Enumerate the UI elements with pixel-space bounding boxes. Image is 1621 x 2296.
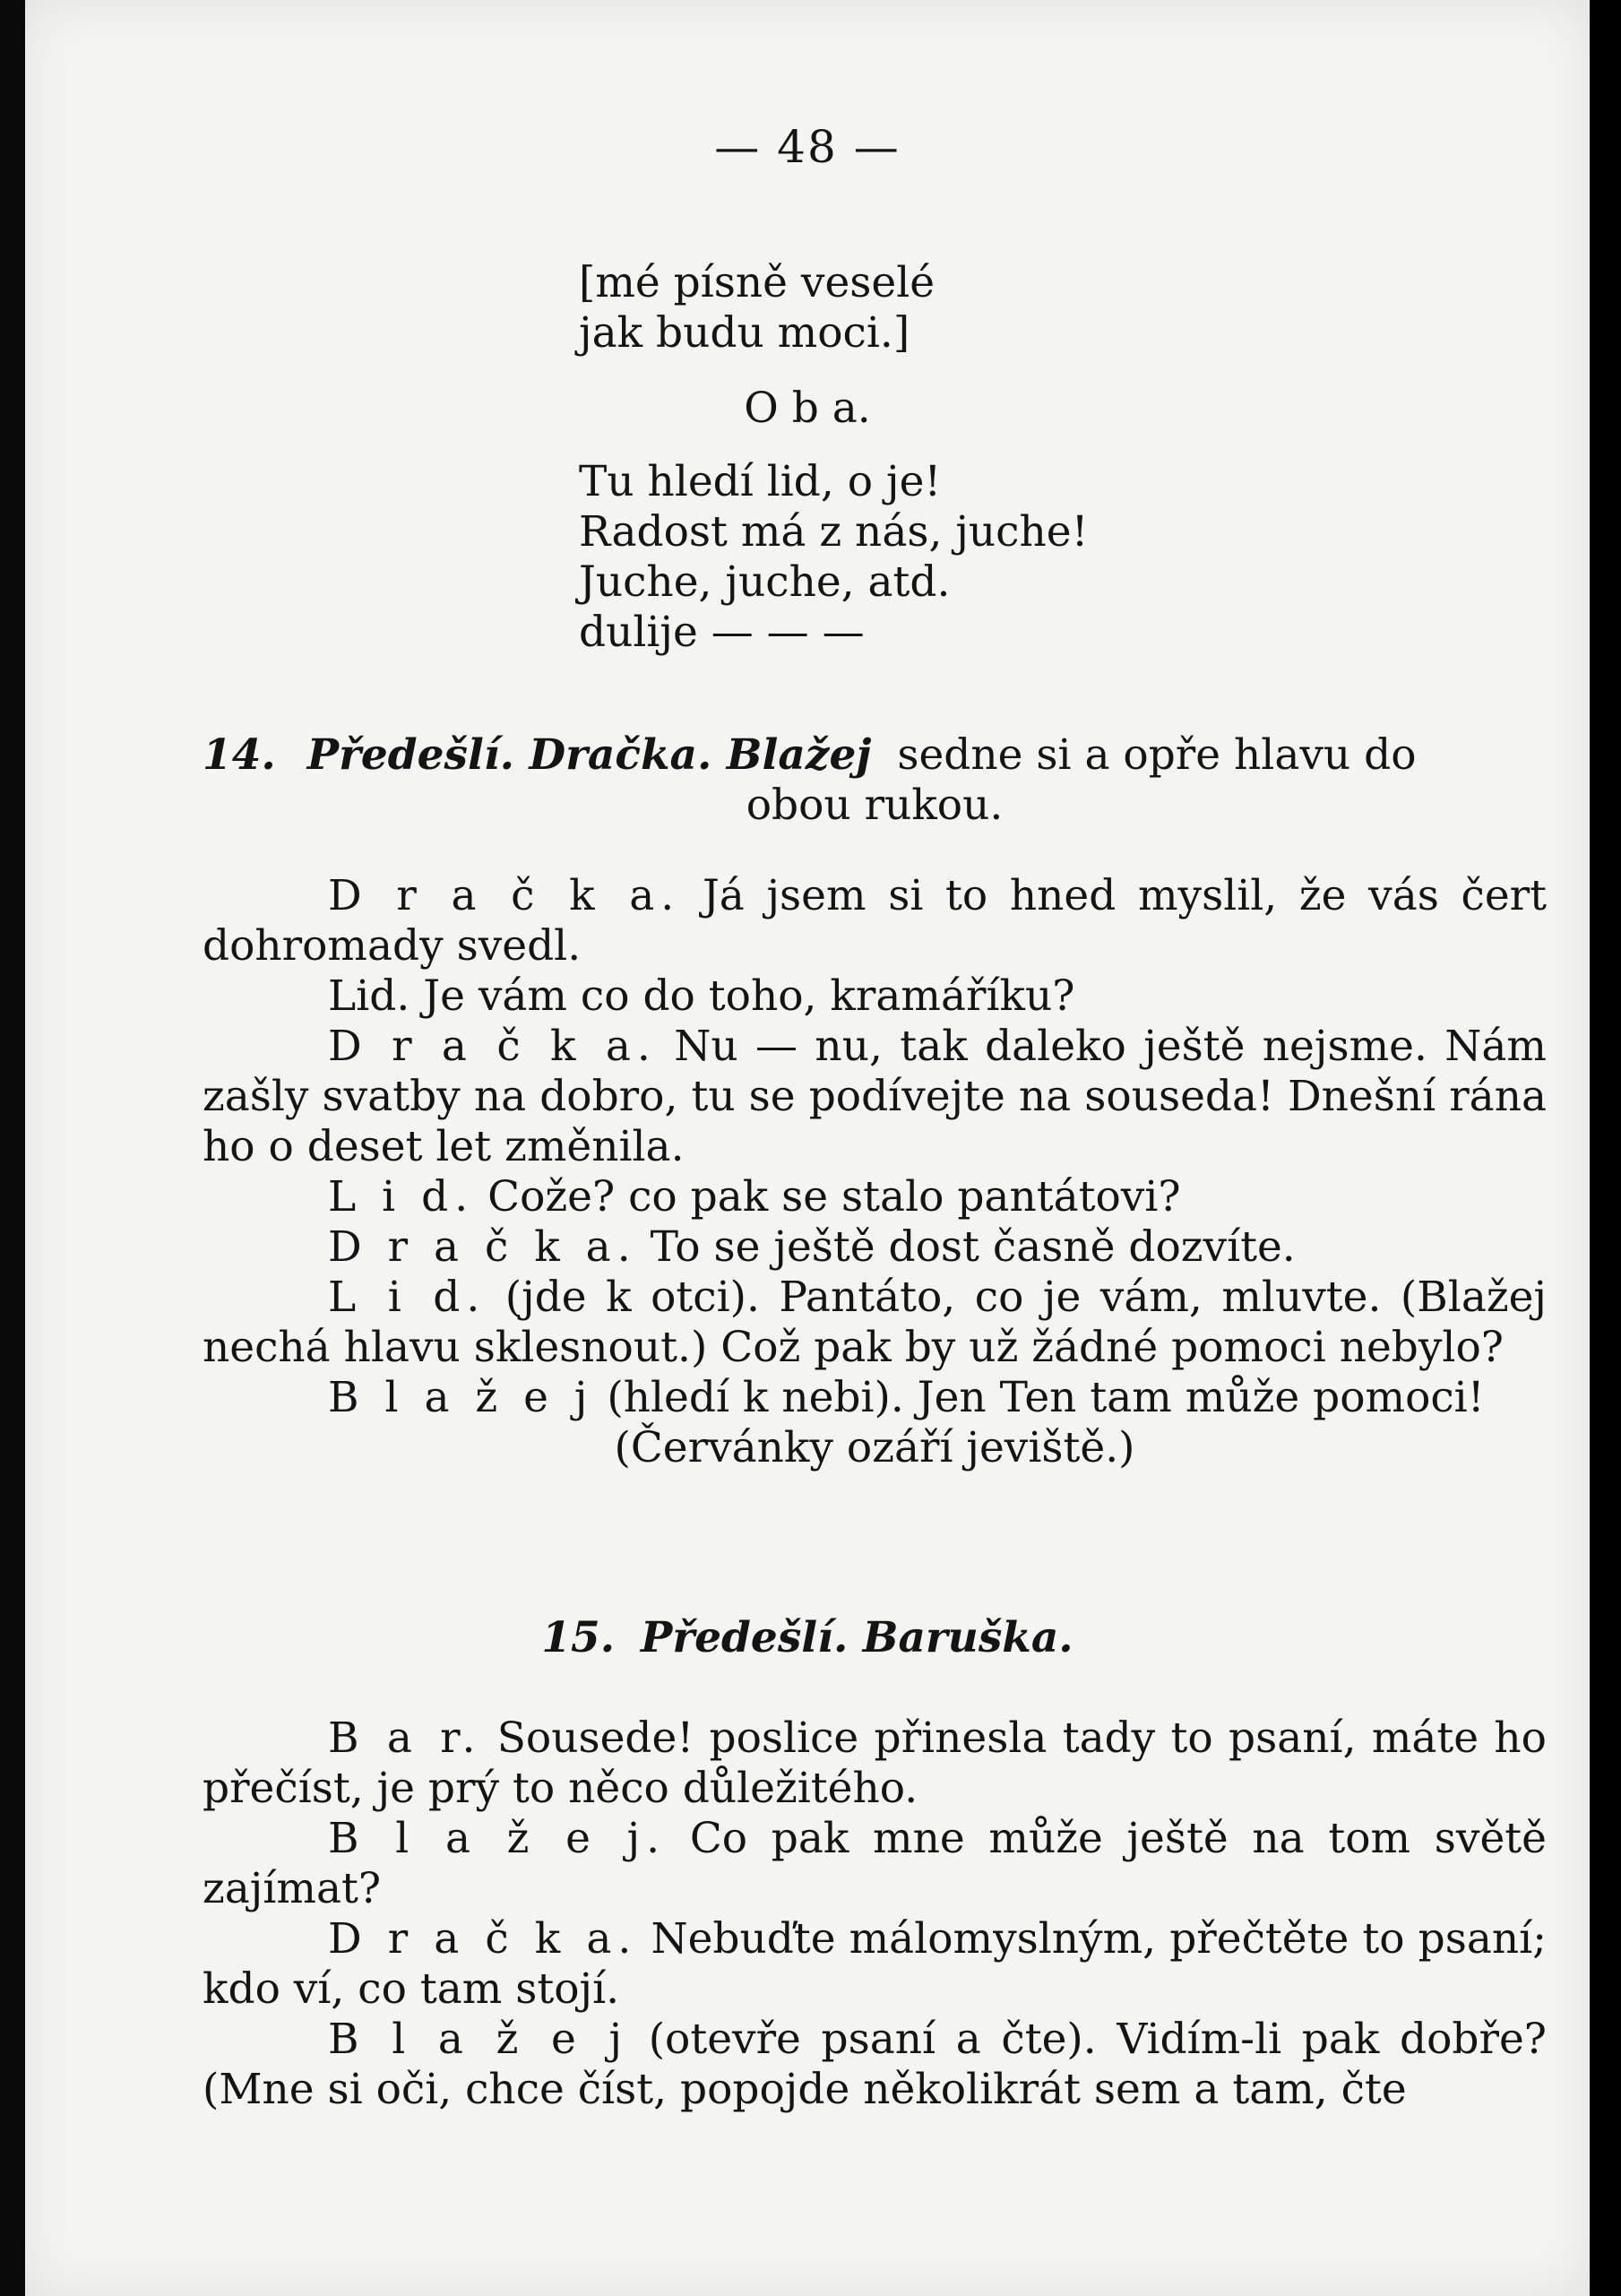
speech: Co pak mne může ještě na tom světě zajímat?: [203, 1814, 1547, 1913]
scene-14-heading: [203, 730, 1547, 831]
scene-number: 14.: [203, 730, 276, 780]
speaker: B a r.: [328, 1713, 482, 1763]
dialog-line: [203, 1713, 1547, 1814]
speaker: D r a č k a.: [328, 1914, 638, 1964]
dialog-scene-15: [203, 1713, 1547, 2115]
verse-line: Juche, juche, atd.: [579, 557, 951, 607]
verse-line: Tu hledí lid, o je!: [579, 457, 942, 506]
speech: Je vám co do toho, kramáříku?: [423, 971, 1075, 1021]
speech: Nebuďte málomyslným, přečtěte to psaní; kdo ví, co tam stojí.: [203, 1914, 1547, 2014]
verse-line: jak budu moci.]: [579, 308, 910, 358]
stage-direction: (Červánky ozáří jeviště.): [614, 1423, 1135, 1472]
speech: Cože? co pak se stalo pantátovi?: [487, 1172, 1181, 1221]
speech: To se ještě dost časně dozvíte.: [650, 1222, 1296, 1272]
scene-direction-cont: obou rukou.: [746, 781, 1004, 830]
speech: (hledí k nebi). Jen Ten tam může pomoci!: [607, 1373, 1485, 1422]
verse-line: [mé písně veselé: [579, 258, 936, 307]
dialog-line: [203, 1273, 1547, 1373]
dialog-line: [203, 871, 1547, 971]
verse-block-2: [579, 457, 1088, 658]
dialog-scene-14: [203, 871, 1547, 1473]
dialog-line: [203, 971, 1547, 1022]
dialog-line: [203, 1222, 1547, 1273]
scan-border: [1590, 0, 1621, 2296]
speaker: D r a č k a.: [328, 1222, 637, 1272]
speaker: B l a ž e j: [328, 1373, 594, 1422]
speech: Nu — nu, tak daleko ještě nejsme. Nám zašly svatby na dobro, tu se podívejte na souseda! Dnešní rána ho o deset let změnila.: [203, 1022, 1547, 1171]
speaker: D r a č k a.: [328, 871, 681, 920]
scene-15-heading: [25, 1613, 1590, 1663]
scene-persons: Předešlí. Dračka. Blažej: [306, 730, 872, 780]
verse-line: Radost má z nás, juche!: [579, 507, 1089, 557]
dialog-line: [203, 1373, 1547, 1423]
speech: (jde k otci). Pantáto, co je vám, mluvte. (Blažej nechá hlavu sklesnout.) Což pak by už žádné pomoci nebylo?: [203, 1273, 1547, 1372]
dialog-line: [203, 2015, 1547, 2115]
speech: Sousede! poslice přinesla tady to psaní, máte ho přečíst, je prý to něco důležitého.: [203, 1713, 1547, 1813]
speaker: B l a ž e j.: [328, 1814, 667, 1863]
dialog-line: [203, 1814, 1547, 1914]
speaker: L i d.: [328, 1273, 487, 1322]
dialog-line: [203, 1172, 1547, 1222]
dialog-line: [203, 1914, 1547, 2015]
verse-line: dulije — — —: [579, 608, 865, 657]
speaker: D r a č k a.: [328, 1022, 657, 1071]
scene-direction: sedne si a opře hlavu do: [897, 730, 1417, 780]
speech: Já jsem si to hned myslil, že vás čert dohromady svedl.: [203, 871, 1547, 971]
dialog-line: [203, 1022, 1547, 1172]
speaker: B l a ž e j: [328, 2015, 629, 2064]
speech: (otevře psaní a čte). Vidím-li pak dobře? (Mne si oči, chce číst, popojde několikrát sem a tam, čte: [203, 2015, 1547, 2114]
book-page: [25, 0, 1590, 2296]
speaker-oba: O b a.: [744, 384, 871, 433]
speaker: Lid.: [328, 971, 410, 1021]
scene-persons: Předešlí. Baruška.: [641, 1613, 1073, 1662]
speaker: L i d.: [328, 1172, 475, 1221]
scene-number: 15.: [541, 1613, 616, 1662]
page-number: — 48 —: [714, 121, 901, 173]
verse-block-1: [579, 258, 935, 358]
